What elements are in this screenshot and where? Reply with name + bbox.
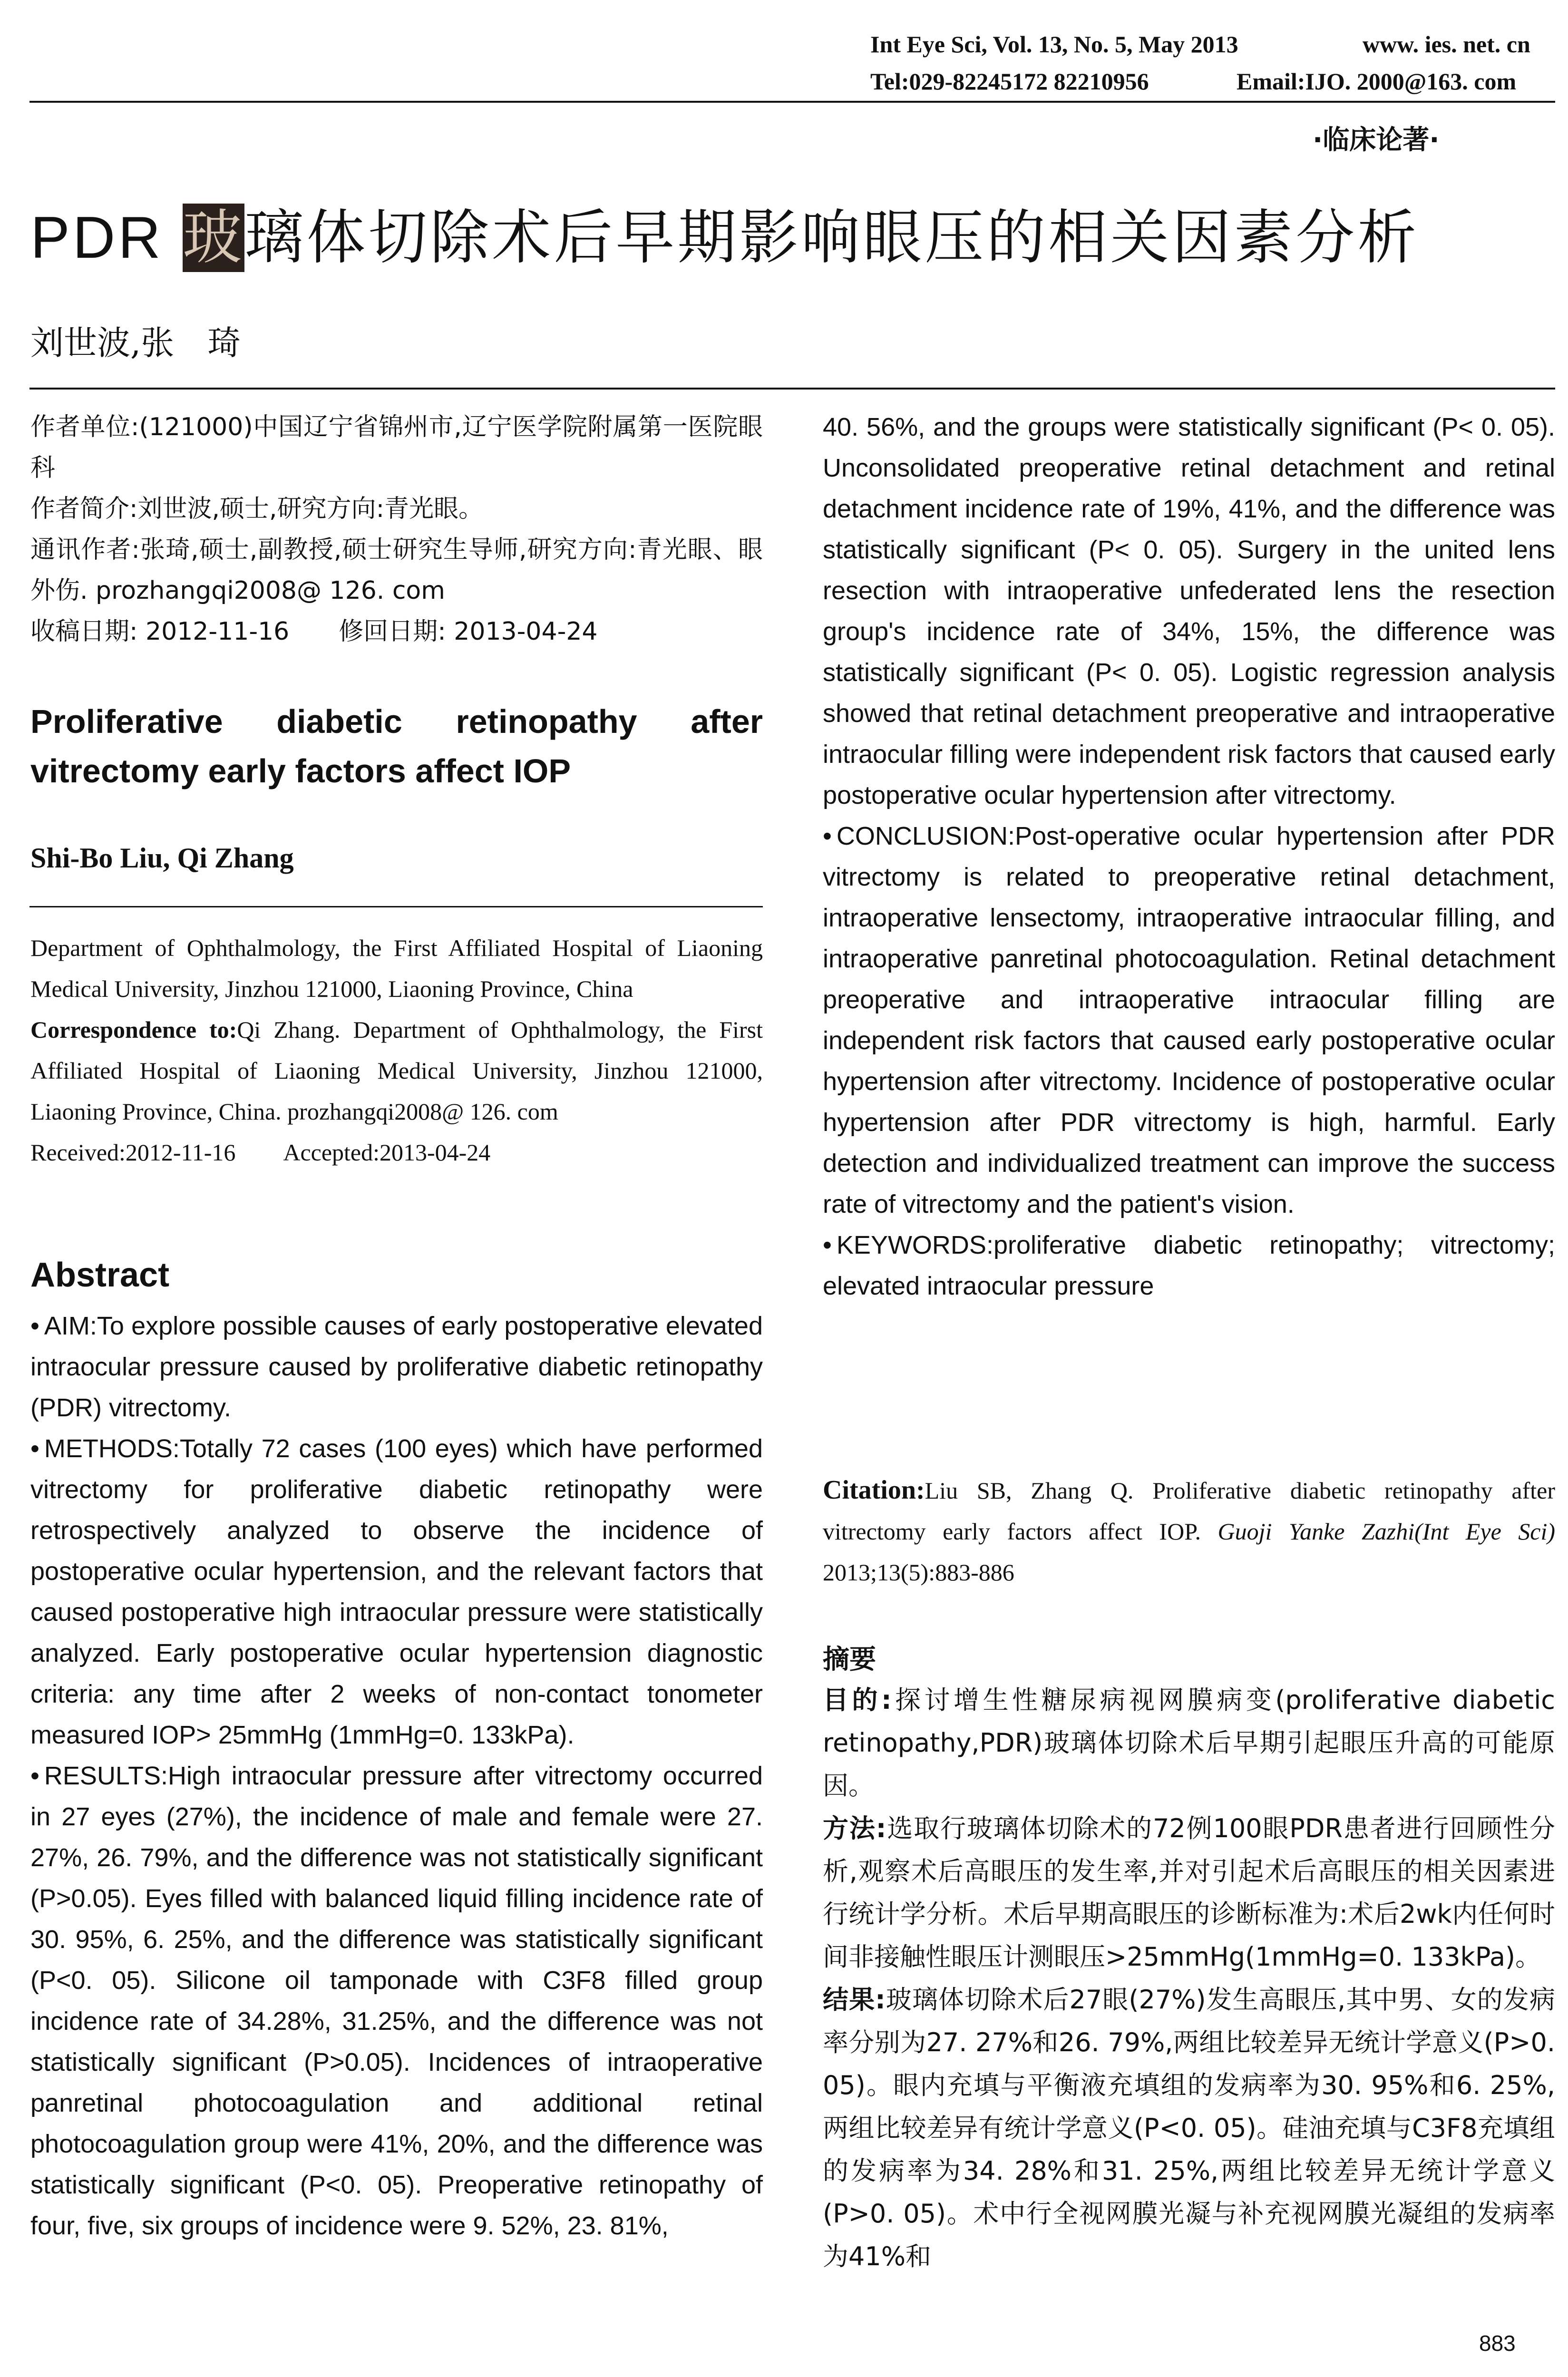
section-label: ·临床论著· bbox=[1313, 125, 1440, 156]
abstract-aim bbox=[30, 1305, 763, 1428]
correspondence-text: Qi Zhang. Department of Ophthalmology, the First Affiliated Hospital of Liaoning Medical University, Jinzhou 121000, Liaoning Province, China. prozhangqi2008@ 126. com bbox=[30, 1016, 763, 1125]
citation-text-a: Liu SB, Zhang Q. Proliferative diabetic retinopathy after vitrectomy early factors affect IOP. bbox=[823, 1477, 1555, 1545]
author-affiliation-zh: 作者单位:(121000)中国辽宁省锦州市,辽宁医学院附属第一医院眼科 bbox=[30, 413, 763, 482]
zh-results-text: 玻璃体切除术后27眼(27%)发生高眼压,其中男、女的发病率分别为27. 27%和26. 79%,两组比较差异无统计学意义(P>0. 05)。眼内充填与平衡液充填组的发病率为30. 95%和6. 25%,两组比较差异有统计学意义(P<0. 05)。硅油充填与C3F8充填组的发病率为34. 28%和31. 25%,两组比较差异无统计学意义(P>0. 05)。术中行全视网膜光凝与补充视网膜光凝组的发病率为41%和 bbox=[823, 1985, 1555, 2271]
page-number: 883 bbox=[1479, 2331, 1516, 2356]
abstract-methods bbox=[30, 1428, 763, 1755]
zh-methods-label: 方法: bbox=[823, 1813, 886, 1843]
page-title bbox=[30, 200, 1419, 276]
header-rule bbox=[29, 101, 1555, 103]
zh-aim bbox=[823, 1679, 1555, 1807]
citation-text-b: 2013;13(5):883-886 bbox=[823, 1559, 1014, 1586]
citation-block bbox=[823, 1470, 1555, 1593]
zh-abstract bbox=[823, 1679, 1555, 2278]
title-rest: 璃体切除术后早期影响眼压的相关因素分析 bbox=[244, 204, 1420, 272]
keywords-label: KEYWORDS: bbox=[836, 1231, 993, 1259]
author-info-zh bbox=[30, 407, 763, 652]
zh-results bbox=[823, 1978, 1555, 2278]
zh-methods-text: 选取行玻璃体切除术的72例100眼PDR患者进行回顾性分析,观察术后高眼压的发生率,并对引起术后高眼压的相关因素进行统计学分析。术后早期高眼压的诊断标准为:术后2wk内任何时间非接触性眼压计测眼压>25mmHg(1mmHg=0. 133kPa)。 bbox=[823, 1813, 1555, 1972]
conclusion-label: CONCLUSION: bbox=[836, 822, 1015, 850]
citation-label: Citation: bbox=[823, 1475, 925, 1505]
author-bio-zh: 作者简介:刘世波,硕士,研究方向:青光眼。 bbox=[30, 495, 484, 523]
citation-journal: Guoji Yanke Zazhi(Int Eye Sci) bbox=[1217, 1518, 1555, 1545]
journal-email: Email:IJO. 2000@163. com bbox=[1237, 68, 1517, 95]
authors-zh: 刘世波,张 琦 bbox=[30, 323, 241, 362]
abstract-heading: Abstract bbox=[30, 1256, 170, 1294]
abstract-keywords bbox=[823, 1225, 1555, 1306]
methods-text: Totally 72 cases (100 eyes) which have performed vitrectomy for proliferative diabetic retinopathy were retrospectively analyzed to observe the incidence of postoperative ocular hypertension, and the relevant factors that caused postoperative high intraocular pressure were statistically analyzed. Early postoperative ocular hypertension diagnostic criteria: any time after 2 weeks of non-contact tonometer measured IOP> 25mmHg (1mmHg=0. 133kPa). bbox=[30, 1434, 763, 1749]
results-text-a: High intraocular pressure after vitrectomy occurred in 27 eyes (27%), the incidence of male and female were 27. 27%, 26. 79%, and the difference was not statistically significant (P>0.05). Eyes filled with balanced liquid filling incidence rate of 30. 95%, 6. 25%, and the difference was statistically significant (P<0. 05). Silicone oil tamponade with C3F8 filled group incidence rate of 34.28%, 31.25%, and the difference was not statistically significant (P>0.05). Incidences of intraoperative panretinal photocoagulation and additional retinal photocoagulation group were 41%, 20%, and the difference was statistically significant (P<0. 05). Preoperative retinopathy of four, five, six groups of incidence were 9. 52%, 23. 81%, bbox=[30, 1762, 763, 2240]
abstract-left bbox=[30, 1305, 763, 2246]
title-prefix: PDR bbox=[30, 205, 183, 271]
aim-label: AIM: bbox=[44, 1312, 97, 1340]
authors-en: Shi-Bo Liu, Qi Zhang bbox=[30, 842, 294, 874]
authors-rule bbox=[29, 388, 1555, 390]
title-highlighted-char: 玻 bbox=[183, 204, 245, 272]
journal-website: www. ies. net. cn bbox=[1363, 31, 1530, 58]
results-label: RESULTS: bbox=[44, 1762, 168, 1790]
english-title: Proliferative diabetic retinopathy after vitrectomy early factors affect IOP bbox=[30, 703, 763, 789]
abstract-right bbox=[823, 407, 1555, 1306]
journal-tel: Tel:029-82245172 82210956 bbox=[870, 68, 1149, 95]
results-text-b: 40. 56%, and the groups were statistically significant (P< 0. 05). Unconsolidated preoperative retinal detachment and retinal detachment incidence rate of 19%, 41%, and the difference was statistically significant (P< 0. 05). Surgery in the united lens resection with intraoperative unfederated lens the resection group's incidence rate of 34%, 15%, the difference was statistically significant (P< 0. 05). Logistic regression analysis showed that retinal detachment preoperative and intraoperative intraocular filling were independent risk factors that caused early postoperative ocular hypertension after vitrectomy. bbox=[823, 413, 1555, 809]
received-date-zh: 收稿日期: 2012-11-16 修回日期: 2013-04-24 bbox=[30, 617, 598, 646]
zh-results-label: 结果: bbox=[823, 1985, 886, 2015]
zh-aim-label: 目的: bbox=[823, 1685, 892, 1715]
affiliation-en: Department of Ophthalmology, the First Affiliated Hospital of Liaoning Medical University, Jinzhou 121000, Liaoning Province, China bbox=[30, 935, 763, 1002]
zh-methods bbox=[823, 1807, 1555, 1978]
correspondence-label: Correspondence to: bbox=[30, 1016, 237, 1043]
affiliation-block bbox=[30, 927, 763, 1173]
abstract-conclusion bbox=[823, 816, 1555, 1225]
zh-abstract-heading: 摘要 bbox=[823, 1644, 876, 1675]
affiliation-rule bbox=[29, 906, 763, 907]
zh-aim-text: 探讨增生性糖尿病视网膜病变(proliferative diabetic retinopathy,PDR)玻璃体切除术后早期引起眼压升高的可能原因。 bbox=[823, 1685, 1555, 1801]
aim-text: To explore possible causes of early postoperative elevated intraocular pressure caused by proliferative diabetic retinopathy (PDR) vitrectomy. bbox=[30, 1312, 763, 1422]
conclusion-text: Post-operative ocular hypertension after PDR vitrectomy is related to preoperative retinal detachment, intraoperative lensectomy, intraoperative intraocular filling, and intraoperative panretinal photocoagulation. Retinal detachment preoperative and intraoperative intraocular filling are independent risk factors that caused early postoperative ocular hypertension after vitrectomy. Incidence of postoperative ocular hypertension after PDR vitrectomy is high, harmful. Early detection and individualized treatment can improve the success rate of vitrectomy and the patient's vision. bbox=[823, 822, 1555, 1218]
journal-citation: Int Eye Sci, Vol. 13, No. 5, May 2013 bbox=[870, 31, 1238, 58]
received-en: Received:2012-11-16 Accepted:2013-04-24 bbox=[30, 1139, 491, 1166]
abstract-results bbox=[30, 1755, 763, 2246]
corresponding-author-zh: 通讯作者:张琦,硕士,副教授,硕士研究生导师,研究方向:青光眼、眼外伤. prozhangqi2008@ 126. com bbox=[30, 536, 763, 605]
keywords-text: proliferative diabetic retinopathy; vitrectomy; elevated intraocular pressure bbox=[823, 1231, 1555, 1300]
correspondence bbox=[30, 1009, 763, 1132]
methods-label: METHODS: bbox=[44, 1434, 180, 1463]
